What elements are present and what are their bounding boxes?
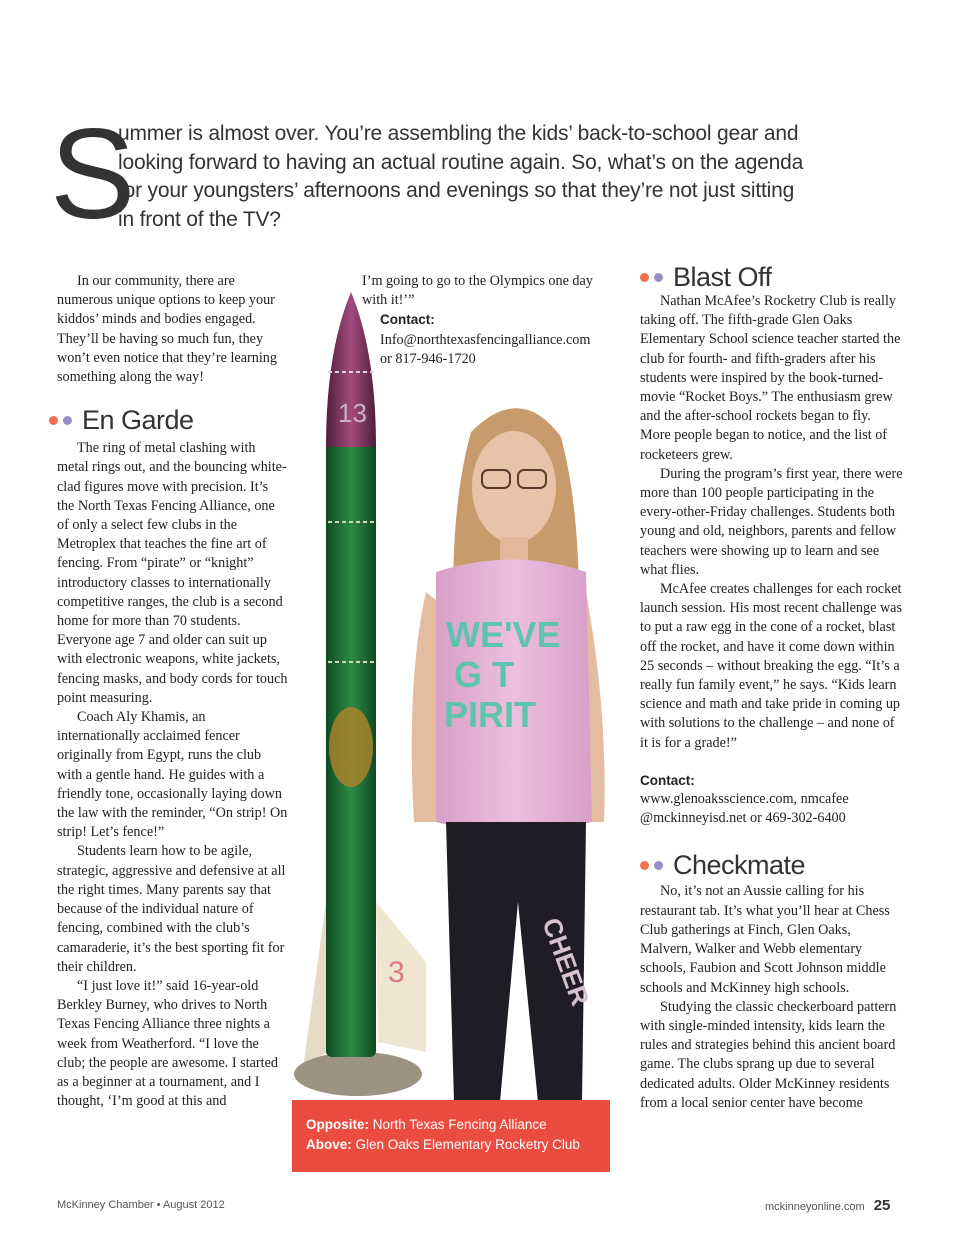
contact-label: Contact: xyxy=(640,772,695,788)
body-paragraph: Nathan McAfee’s Rocketry Club is really taking off. The fifth-grade Glen Oaks Elementary School science teacher started the club for fourth- and fifth-graders after his students were inspired by the book-turned-movie “Rocket Boys.” The enthusiasm grew and the after-school rockets began to fly. More people began to notice, and the list of rocketeers grew. xyxy=(640,293,901,463)
body-paragraph: In our community, there are numerous unique options to keep your kiddos’ minds and bodies engaged. They’ll be having so much fun, they won’t even notice that they’re learning something along the way! xyxy=(57,273,277,386)
bullet-dot-orange-icon xyxy=(49,416,58,425)
heading-text: En Garde xyxy=(82,405,194,436)
caption-label: Above: xyxy=(306,1137,352,1152)
body-paragraph: Studying the classic checkerboard pattern with single-minded intensity, kids learn the rules and strategies behind this ancient board game. The clubs sprang up due to several dedicated adults. Older McKinney residents from a local senior center have become xyxy=(640,998,897,1111)
footer-site-text: mckinneyonline.com xyxy=(765,1201,865,1213)
bullet-dot-purple-icon xyxy=(654,273,663,282)
intro-line: ummer is almost over. You’re assembling the kids’ back-to-school gear and xyxy=(118,122,799,145)
section-heading-blast-off xyxy=(640,262,772,292)
caption-label: Opposite: xyxy=(306,1117,369,1132)
body-paragraph: McAfee creates challenges for each rocket launch session. His most recent challenge was to put a raw egg in the cone of a rocket, blast off the rocket, and have it come down within 25 seconds – without breaking the egg. “It’s a really fun family event,” he says. “Kids learn science and math and take pride in coming up with solutions to the challenge – and none of it is for a grade!” xyxy=(640,581,903,751)
shirt-text: WE'VE xyxy=(446,614,561,655)
bullet-dot-purple-icon xyxy=(654,861,663,870)
caption-line xyxy=(306,1115,610,1135)
body-paragraph: Coach Aly Khamis, an internationally acclaimed fencer originally from Egypt, runs the club with a gentle hand. He guides with a friendly tone, occasionally laying down the law with the reminder, “On strip! On strip! Let’s fence!” xyxy=(57,709,288,841)
footer-site xyxy=(765,1197,890,1214)
caption-text: North Texas Fencing Alliance xyxy=(372,1117,547,1132)
body-paragraph: “I just love it!” said 16-year-old Berkley Burney, who drives to North Texas Fencing Alliance three nights a week from Weatherford. “I love the club; the people are awesome. I started as a beginner at a tournament, and I thought, ‘I’m good at this and xyxy=(57,977,278,1110)
shirt-text: G T xyxy=(454,654,514,695)
column-left xyxy=(57,272,289,1111)
footer-publication: McKinney Chamber • August 2012 xyxy=(57,1199,225,1211)
bullet-dot-orange-icon xyxy=(640,861,649,870)
contact-text: Info@northtexasfencingalliance.com or 817-946-1720 xyxy=(380,331,591,367)
contact-label: Contact: xyxy=(380,312,435,328)
rocket-number-top: 13 xyxy=(338,398,367,428)
drop-cap: S xyxy=(50,103,136,246)
intro-paragraph xyxy=(118,120,918,234)
body-paragraph: During the program’s first year, there were more than 100 people participating in the every-other-Friday challenges. Students both young and old, neighbors, parents and fellow teachers were showing up to learn and see what flies. xyxy=(640,465,903,578)
rocket-stand xyxy=(294,1052,422,1096)
heading-text: Blast Off xyxy=(673,262,772,292)
intro-line: for your youngsters’ afternoons and evenings so that they’re not just sitting xyxy=(118,179,795,202)
caption-line xyxy=(306,1135,610,1155)
body-paragraph: The ring of metal clashing with metal rings out, and the bouncing white-clad figures move with precision. It’s the North Texas Fencing Alliance, one of only a select few clubs in the Metroplex that teaches the fine art of fencing. From “pirate” or “knight” introductory classes to internationally competitive ranges, the club is a second home for more than 70 students. Everyone age 7 and older can suit up with electronic weapons, white jackets, fencing masks, and body cords for touch point measuring. xyxy=(57,440,288,706)
column-right xyxy=(640,292,905,1113)
body-paragraph: No, it’s not an Aussie calling for his restaurant tab. It’s what you’ll hear at Chess Club gatherings at Finch, Glen Oaks, Malvern, Walker and Webb elementary schools, Faubion and Scott Johnson middle schools and McKinney high schools. xyxy=(640,883,890,996)
shirt-text: PIRIT xyxy=(444,694,537,735)
pants-text: CHEER xyxy=(536,913,596,1010)
bullet-dot-orange-icon xyxy=(640,273,649,282)
heading-text: Checkmate xyxy=(673,850,806,881)
contact-text: www.glenoaksscience.com, nmcafee @mckinneyisd.net or 469-302-6400 xyxy=(640,791,849,827)
rocket-emblem xyxy=(329,707,373,787)
rocket-number-fin: 3 xyxy=(388,956,405,989)
body-paragraph: Students learn how to be agile, strategic, aggressive and defensive at all the right times. Many parents say that because of the individual nature of fencing, combined with the club’s camaraderie, it’s the best sporting fit for their children. xyxy=(57,843,286,975)
bullet-dot-purple-icon xyxy=(63,416,72,425)
page-number: 25 xyxy=(873,1197,891,1214)
photo-caption xyxy=(292,1100,610,1172)
section-heading-checkmate xyxy=(640,850,905,880)
caption-text: Glen Oaks Elementary Rocketry Club xyxy=(355,1137,580,1152)
rocket-girl-photo xyxy=(286,262,622,1172)
body-paragraph: I’m going to go to the Olympics one day with it!’” xyxy=(362,273,593,309)
section-heading-en-garde xyxy=(49,405,289,435)
intro-line: looking forward to having an actual routine again. So, what’s on the agenda xyxy=(118,150,804,174)
intro-line: in front of the TV? xyxy=(118,207,281,231)
